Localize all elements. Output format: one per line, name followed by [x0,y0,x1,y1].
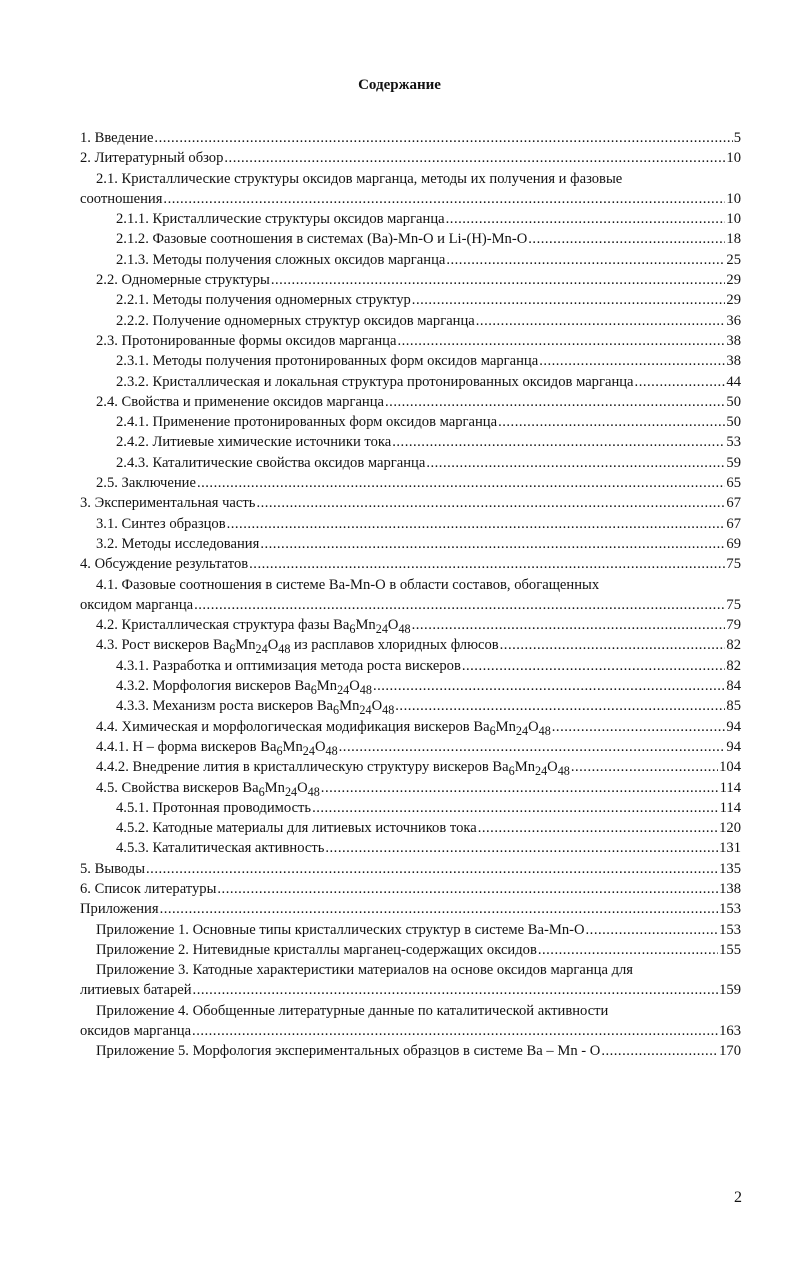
toc-page-number: 135 [719,860,741,877]
toc-entry-continuation[interactable] [0,1021,799,1041]
toc-page-number: 10 [726,211,741,228]
toc-entry[interactable] [0,128,799,148]
dot-leader [256,493,725,513]
toc-entry-continuation[interactable] [0,189,799,209]
dot-leader [154,128,732,148]
dot-leader [392,432,725,452]
dot-leader [163,189,725,209]
dot-leader [197,473,725,493]
dot-leader [462,656,726,676]
toc-entry-title: 4.5.2. Катодные материалы для литиевых источников тока [116,820,477,837]
toc-entry-continuation[interactable] [0,595,799,615]
toc-entry-title: 4.3.1. Разработка и оптимизация метода роста вискеров [116,657,461,674]
toc-entry-title: 2.3. Протонированные формы оксидов марганца [96,332,397,349]
toc-page-number: 155 [719,941,741,958]
toc-page-number: 50 [726,414,741,431]
toc-entry-title: 4.3.3. Механизм роста вискеров $Ba_6Mn_{24}O_{48}$ [116,698,395,718]
toc-page-number: 104 [719,759,741,776]
toc-page-number: 138 [719,880,741,897]
toc-page-number: 79 [726,617,741,634]
table-of-contents [0,128,799,1062]
toc-entry[interactable] [0,514,799,534]
toc-entry-title: Приложение 3. Катодные характеристики материалов на основе оксидов марганца для [96,962,634,979]
toc-page-number: 59 [726,454,741,471]
page-number: 2 [734,1189,742,1206]
toc-entry-title: 3.1. Синтез образцов [96,515,226,532]
toc-entry[interactable] [0,432,799,452]
dot-leader [321,778,719,798]
toc-page-number: 67 [726,495,741,512]
dot-leader [446,250,725,270]
toc-entry[interactable] [0,879,799,899]
toc-entry[interactable] [0,493,799,513]
toc-page-number: 163 [719,1023,741,1040]
toc-entry[interactable] [0,148,799,168]
toc-entry-title: 4.3. Рост вискеров $Ba_6Mn_{24}O_{48}$ из расплавов хлоридных флюсов [96,637,499,657]
toc-entry-title: оксидов марганца [80,1023,192,1040]
toc-entry-title: 4.5. Свойства вискеров $Ba_6Mn_{24}O_{48}$ [96,779,320,799]
dot-leader [412,290,726,310]
toc-page-number: 10 [726,190,741,207]
toc-entry[interactable] [0,169,799,189]
toc-entry-title: 2.3.2. Кристаллическая и локальная структура протонированных оксидов марганца [116,373,634,390]
dot-leader [538,940,718,960]
toc-page-number: 53 [726,434,741,451]
toc-entry-title: 2.4.3. Каталитические свойства оксидов марганца [116,454,426,471]
toc-entry-title: Приложение 2. Нитевидные кристаллы марганец-содержащих оксидов [96,941,537,958]
toc-page-number: 170 [719,1043,741,1060]
toc-page-number: 159 [719,982,741,999]
toc-entry[interactable] [0,635,799,655]
toc-entry[interactable] [0,656,799,676]
toc-entry-title: 4.5.3. Каталитическая активность [116,840,325,857]
toc-entry[interactable] [0,229,799,249]
dot-leader [193,980,719,1000]
toc-entry-title: 2.4.2. Литиевые химические источники тока [116,434,392,451]
dot-leader [260,534,725,554]
toc-page-number: 82 [726,657,741,674]
toc-entry[interactable] [0,920,799,940]
toc-entry[interactable] [0,209,799,229]
toc-entry[interactable] [0,737,799,757]
toc-entry-title: оксидом марганца [80,596,194,613]
dot-leader [635,372,726,392]
toc-entry-title: 2.4. Свойства и применение оксидов марганца [96,393,385,410]
dot-leader [552,717,726,737]
dot-leader [271,270,726,290]
toc-entry-title: 4.4.2. Внедрение лития в кристаллическую структуру вискеров $Ba_6Mn_{24}O_{48}$ [96,759,570,779]
toc-page-number: 44 [726,373,741,390]
dot-leader [397,331,725,351]
toc-entry[interactable] [0,859,799,879]
toc-page-number: 50 [726,393,741,410]
toc-entry-title: 4.4.1. H – форма вискеров $Ba_6Mn_{24}O_{48}$ [96,738,338,758]
toc-page-number: 85 [726,698,741,715]
toc-entry-title: соотношения [80,190,163,207]
toc-entry-title: 4.1. Фазовые соотношения в системе Ba-Mn-O в области составов, обогащенных [96,576,600,593]
toc-entry[interactable] [0,290,799,310]
toc-page-number: 69 [726,535,741,552]
dot-leader [539,351,725,371]
dot-leader [249,554,725,574]
toc-page-number: 120 [719,820,741,837]
toc-page-number: 36 [726,312,741,329]
toc-entry[interactable] [0,899,799,919]
toc-page-number: 75 [726,556,741,573]
dot-leader [385,392,725,412]
toc-page-number: 114 [719,779,741,796]
dot-leader [478,818,718,838]
dot-leader [194,595,725,615]
toc-entry-title: Приложение 1. Основные типы кристаллических структур в системе Ba-Mn-O [96,921,585,938]
toc-entry[interactable] [0,311,799,331]
toc-entry-title: 1. Введение [80,130,154,146]
toc-entry[interactable] [0,473,799,493]
dot-leader [426,453,725,473]
toc-entry[interactable] [0,351,799,371]
toc-entry-title: 4. Обсуждение результатов [80,556,249,573]
toc-entry[interactable] [0,372,799,392]
toc-entry[interactable] [0,575,799,595]
toc-page-number: 29 [726,292,741,309]
dot-leader [498,412,725,432]
toc-entry-title: 2.3.1. Методы получения протонированных форм оксидов марганца [116,353,539,370]
toc-entry[interactable] [0,696,799,716]
toc-page-number: 29 [726,272,741,289]
toc-entry-title: литиевых батарей [80,982,192,999]
toc-page-number: 82 [726,637,741,654]
toc-page-number: 94 [726,738,741,755]
toc-page-number: 10 [726,150,741,167]
toc-entry-title: 4.3.2. Морфология вискеров $Ba_6Mn_{24}O_{48}$ [116,678,372,697]
toc-entry[interactable] [0,615,799,635]
toc-entry[interactable] [0,717,799,737]
toc-entry[interactable] [0,554,799,574]
dot-leader [160,899,719,919]
toc-entry-title: 3.2. Методы исследования [96,535,260,552]
toc-entry-title: 2.4.1. Применение протонированных форм оксидов марганца [116,414,498,431]
toc-entry[interactable] [0,1041,799,1061]
dot-leader [373,676,725,696]
toc-entry-title: 2.2. Одномерные структуры [96,272,270,289]
dot-leader [325,838,718,858]
toc-page-number: 84 [726,678,741,695]
toc-entry[interactable] [0,676,799,696]
toc-page-number: 153 [719,921,741,938]
dot-leader [312,798,719,818]
toc-entry[interactable] [0,798,799,818]
toc-entry-title: 3. Экспериментальная часть [80,495,256,512]
toc-page-number: 38 [726,353,741,370]
toc-entry[interactable] [0,818,799,838]
toc-page-number: 114 [719,799,741,816]
toc-page-number: 67 [726,515,741,532]
toc-entry[interactable] [0,270,799,290]
dot-leader [601,1041,718,1061]
dot-leader [395,696,725,716]
toc-entry[interactable] [0,778,799,798]
toc-page-number: 65 [726,475,741,492]
toc-entry[interactable] [0,331,799,351]
toc-entry-title: 2. Литературный обзор [80,150,224,167]
dot-leader [586,920,719,940]
toc-entry[interactable] [0,1001,799,1021]
page-title: Содержание [358,77,441,93]
toc-entry-continuation[interactable] [0,980,799,1000]
dot-leader [146,859,718,879]
toc-page-number: 5 [733,130,741,146]
toc-entry[interactable] [0,757,799,777]
dot-leader [339,737,726,757]
toc-entry-title: 2.1. Кристаллические структуры оксидов марганца, методы их получения и фазовые [96,170,623,187]
toc-entry[interactable] [0,940,799,960]
toc-entry-title: Приложение 4. Обобщенные литературные данные по каталитической активности [96,1002,609,1019]
toc-entry-title: 2.5. Заключение [96,475,196,492]
toc-page-number: 18 [726,231,741,248]
toc-page-number: 94 [726,718,741,735]
toc-entry-title: 2.2.1. Методы получения одномерных структур [116,292,411,309]
toc-entry-title: 2.1.2. Фазовые соотношения в системах (Ba)-Mn-O и Li-(H)-Mn-O [116,231,528,248]
dot-leader [476,311,726,331]
toc-entry-title: 6. Список литературы [80,880,217,897]
toc-entry-title: 5. Выводы [80,860,146,877]
toc-entry[interactable] [0,838,799,858]
toc-page-number: 153 [719,901,741,918]
toc-entry[interactable] [0,534,799,554]
toc-entry-title: 2.1.3. Методы получения сложных оксидов марганца [116,251,446,268]
toc-entry-title: 2.2.2. Получение одномерных структур оксидов марганца [116,312,475,329]
dot-leader [500,635,726,655]
toc-entry-title: Приложение 5. Морфология экспериментальных образцов в системе Ba – Mn - O [96,1043,601,1060]
toc-entry-title: 4.5.1. Протонная проводимость [116,799,312,816]
dot-leader [224,148,725,168]
toc-entry[interactable] [0,453,799,473]
dot-leader [528,229,725,249]
toc-entry-title: 4.2. Кристаллическая структура фазы $Ba_6Mn_{24}O_{48}$ [96,617,411,637]
toc-entry[interactable] [0,250,799,270]
toc-entry[interactable] [0,392,799,412]
dot-leader [412,615,726,635]
toc-entry-title: 2.1.1. Кристаллические структуры оксидов марганца [116,211,445,228]
dot-leader [571,757,718,777]
toc-entry-title: Приложения [80,901,159,918]
toc-entry-title: 4.4. Химическая и морфологическая модификация вискеров $Ba_6Mn_{24}O_{48}$ [96,718,551,738]
toc-page-number: 75 [726,596,741,613]
dot-leader [446,209,726,229]
toc-page-number: 131 [719,840,741,857]
toc-entry[interactable] [0,412,799,432]
dot-leader [227,514,726,534]
toc-page-number: 38 [726,332,741,349]
toc-page-number: 25 [726,251,741,268]
dot-leader [217,879,718,899]
dot-leader [192,1021,718,1041]
toc-entry[interactable] [0,960,799,980]
